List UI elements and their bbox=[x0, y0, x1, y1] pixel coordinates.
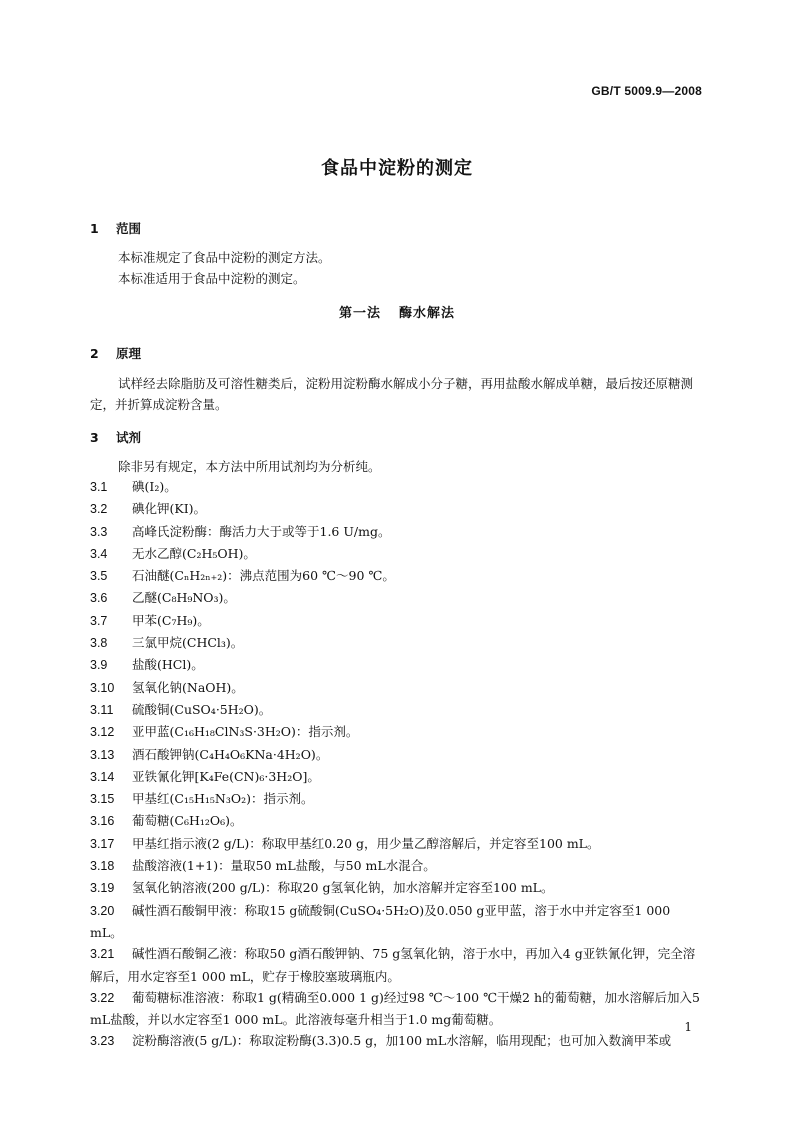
reagents-intro: 除非另有规定，本方法中所用试剂均为分析纯。 bbox=[118, 459, 381, 474]
reagent-item bbox=[90, 699, 704, 721]
section-title: 试剂 bbox=[116, 430, 142, 445]
section-1-heading bbox=[90, 219, 141, 237]
method-prefix: 第一法 bbox=[338, 306, 381, 321]
section-number: 1 bbox=[90, 221, 99, 236]
reagent-item-number: 3.14 bbox=[90, 769, 115, 784]
reagent-item bbox=[90, 632, 704, 654]
reagent-item-text: 三氯甲烷(CHCl₃)。 bbox=[132, 635, 244, 651]
reagent-item-text: 甲苯(C₇H₉)。 bbox=[132, 612, 210, 628]
reagent-item bbox=[90, 855, 704, 877]
reagent-item-number: 3.5 bbox=[90, 569, 108, 584]
reagent-item bbox=[90, 587, 704, 609]
reagent-item-number: 3.11 bbox=[90, 702, 114, 717]
reagent-item bbox=[90, 521, 704, 543]
reagent-item-number: 3.10 bbox=[90, 680, 115, 695]
reagent-item bbox=[90, 833, 704, 855]
reagent-item bbox=[90, 788, 704, 810]
reagent-item-text: 甲基红(C₁₅H₁₅N₃O₂)：指示剂。 bbox=[132, 791, 314, 807]
reagent-item bbox=[90, 543, 704, 565]
reagent-item-text: 甲基红指示液(2 g/L)：称取甲基红0.20 g，用少量乙醇溶解后，并定容至100 mL。 bbox=[132, 835, 600, 851]
reagent-item-text: 氢氧化钠溶液(200 g/L)：称取20 g氢氧化钠，加水溶解并定容至100 mL。 bbox=[132, 880, 554, 896]
reagent-item-number: 3.3 bbox=[90, 524, 108, 539]
reagent-item-text: 碘(I₂)。 bbox=[132, 479, 177, 494]
reagent-item-text: 亚甲蓝(C₁₆H₁₈ClN₃S·3H₂O)：指示剂。 bbox=[132, 724, 359, 740]
reagent-item-number: 3.21 bbox=[90, 947, 115, 962]
reagent-item bbox=[90, 565, 704, 587]
section-number: 2 bbox=[90, 346, 99, 361]
reagent-item-number: 3.9 bbox=[90, 658, 108, 673]
reagent-item-number: 3.17 bbox=[90, 836, 115, 851]
reagent-item-text: 酒石酸钾钠(C₄H₄O₆KNa·4H₂O)。 bbox=[132, 746, 329, 762]
reagent-item bbox=[90, 677, 704, 699]
reagent-item-number: 3.1 bbox=[90, 480, 108, 494]
reagent-item bbox=[90, 744, 704, 766]
reagent-item-text: 高峰氏淀粉酶：酶活力大于或等于1.6 U/mg。 bbox=[132, 523, 391, 539]
reagent-list bbox=[90, 476, 704, 1053]
reagent-item-text: 淀粉酶溶液(5 g/L)：称取淀粉酶(3.3)0.5 g，加100 mL水溶解，临用现配；也可加入数滴甲苯或 bbox=[132, 1033, 672, 1049]
reagent-item-number: 3.16 bbox=[90, 814, 115, 829]
section-2-heading bbox=[90, 344, 141, 362]
reagent-item bbox=[90, 766, 704, 788]
reagent-item bbox=[90, 987, 704, 1031]
section-title: 范围 bbox=[116, 221, 142, 236]
method-title bbox=[0, 302, 794, 321]
reagent-item-number: 3.2 bbox=[90, 502, 108, 517]
reagent-item-text: 氢氧化钠(NaOH)。 bbox=[132, 679, 244, 695]
reagent-item-number: 3.22 bbox=[90, 990, 115, 1005]
reagent-item-number: 3.8 bbox=[90, 636, 108, 651]
reagent-item-text: 盐酸溶液(1+1)：量取50 mL盐酸，与50 mL水混合。 bbox=[132, 858, 436, 874]
reagent-item bbox=[90, 943, 704, 987]
reagent-item-number: 3.23 bbox=[90, 1034, 115, 1049]
reagent-item-text: 碱性酒石酸铜乙液：称取50 g酒石酸钾钠、75 g氢氧化钠，溶于水中，再加入4 g亚铁氰化钾，完全溶解后，用水定容至1 000 mL，贮存于橡胶塞玻璃瓶内。 bbox=[90, 946, 696, 984]
reagent-item-text: 无水乙醇(C₂H₅OH)。 bbox=[132, 545, 256, 561]
reagent-item bbox=[90, 654, 704, 676]
method-name: 酶水解法 bbox=[399, 306, 456, 321]
reagent-item-text: 亚铁氰化钾[K₄Fe(CN)₆·3H₂O]。 bbox=[132, 768, 320, 784]
reagent-item bbox=[90, 877, 704, 899]
reagent-item-text: 硫酸铜(CuSO₄·5H₂O)。 bbox=[132, 701, 272, 717]
reagent-item-text: 葡萄糖标准溶液：称取1 g(精确至0.000 1 g)经过98 ℃～100 ℃干燥2 h的葡萄糖，加水溶解后加入5 mL盐酸，并以水定容至1 000 mL。此溶液每毫升相当于1.0 mg葡萄糖。 bbox=[90, 989, 700, 1028]
reagent-item-text: 碱性酒石酸铜甲液：称取15 g硫酸铜(CuSO₄·5H₂O)及0.050 g亚甲蓝，溶于水中并定容至1 000 mL。 bbox=[90, 902, 671, 940]
reagent-item-number: 3.20 bbox=[90, 903, 115, 918]
page-number: 1 bbox=[684, 1020, 692, 1034]
reagent-item bbox=[90, 498, 704, 520]
reagent-item-text: 葡萄糖(C₆H₁₂O₆)。 bbox=[132, 813, 243, 829]
reagent-item-number: 3.4 bbox=[90, 546, 108, 561]
reagent-item bbox=[90, 476, 704, 498]
principle-paragraph: 试样经去除脂肪及可溶性糖类后，淀粉用淀粉酶水解成小分子糖，再用盐酸水解成单糖，最后按还原糖测定，并折算成淀粉含量。 bbox=[90, 376, 694, 412]
document-title: 食品中淀粉的测定 bbox=[321, 158, 473, 179]
reagent-item-text: 石油醚(CₙH₂ₙ₊₂)：沸点范围为60 ℃～90 ℃。 bbox=[132, 568, 395, 584]
reagent-item bbox=[90, 810, 704, 832]
standard-code: GB/T 5009.9—2008 bbox=[591, 84, 702, 98]
reagent-item-number: 3.13 bbox=[90, 747, 115, 762]
reagent-item-number: 3.15 bbox=[90, 792, 115, 807]
reagent-item-number: 3.12 bbox=[90, 725, 115, 740]
reagent-item bbox=[90, 1030, 704, 1052]
reagent-item-text: 乙醚(C₈H₉NO₃)。 bbox=[132, 590, 236, 606]
reagent-item bbox=[90, 721, 704, 743]
reagent-item-text: 碘化钾(KI)。 bbox=[132, 501, 207, 517]
reagent-item bbox=[90, 900, 704, 944]
reagent-item-number: 3.6 bbox=[90, 591, 108, 606]
section-title: 原理 bbox=[116, 346, 142, 361]
reagent-item-number: 3.7 bbox=[90, 613, 108, 628]
reagent-item bbox=[90, 610, 704, 632]
section-number: 3 bbox=[90, 430, 99, 445]
section-3-heading bbox=[90, 428, 141, 446]
scope-paragraph-2: 本标准适用于食品中淀粉的测定。 bbox=[118, 271, 306, 286]
scope-paragraph-1: 本标准规定了食品中淀粉的测定方法。 bbox=[118, 250, 331, 265]
reagent-item-text: 盐酸(HCl)。 bbox=[132, 657, 204, 673]
reagent-item-number: 3.19 bbox=[90, 881, 115, 896]
reagent-item-number: 3.18 bbox=[90, 859, 115, 874]
